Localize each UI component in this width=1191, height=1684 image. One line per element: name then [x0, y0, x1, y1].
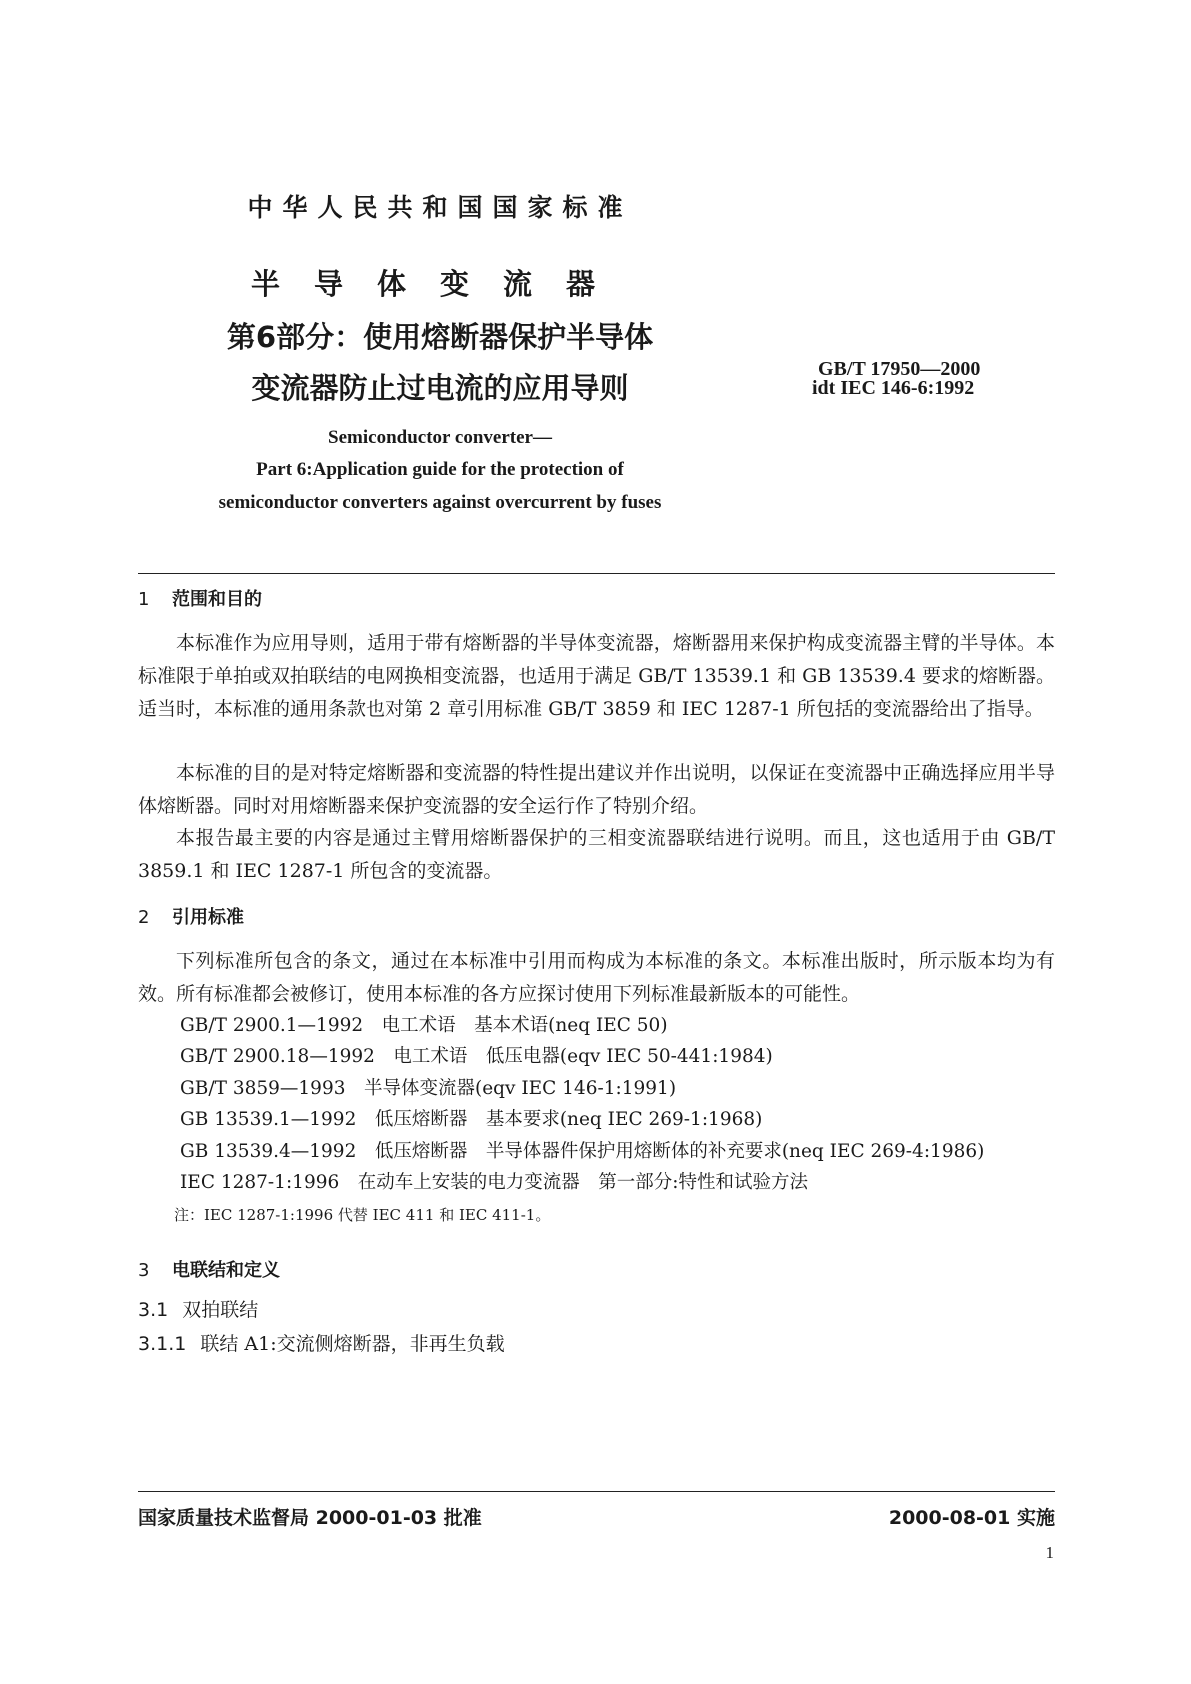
title-en-line2: Part 6:Application guide for the protection of: [256, 459, 624, 480]
header-divider: [138, 573, 1055, 574]
section-1-paragraph-1: 本标准作为应用导则，适用于带有熔断器的半导体变流器，熔断器用来保护构成变流器主臂的半导体。本标准限于单拍或双拍联结的电网换相变流器，也适用于满足 GB/T 13539.1 和 GB 13539.4 要求的熔断器。适当时，本标准的通用条款也对第 2 章引用标准 GB/T 3859 和 IEC 1287-1 所包括的变流器给出了指导。: [138, 632, 1055, 720]
reference-item: GB/T 2900.1—1992 电工术语 基本术语(neq IEC 50): [180, 1015, 668, 1036]
section-1-heading: [138, 585, 262, 611]
national-standard-label: 中华人民共和国国家标准: [247, 193, 633, 222]
title-cn-line1: 半导体变流器: [250, 267, 629, 301]
reference-note: 注：IEC 1287-1:1996 代替 IEC 411 和 IEC 411-1。: [174, 1206, 551, 1224]
section-1-paragraph-2: 本标准的目的是对特定熔断器和变流器的特性提出建议并作出说明，以保证在变流器中正确选择应用半导体熔断器。同时对用熔断器来保护变流器的安全运行作了特别介绍。: [138, 762, 1055, 817]
reference-item: IEC 1287-1:1996 在动车上安装的电力变流器 第一部分:特性和试验方法: [180, 1172, 808, 1193]
section-3-title: 电联结和定义: [172, 1260, 280, 1281]
section-3-number: 3: [138, 1260, 150, 1281]
subsection-3-1-1: [138, 1329, 505, 1356]
section-2-paragraph-1: 下列标准所包含的条文，通过在本标准中引用而构成为本标准的条文。本标准出版时，所示版本均为有效。所有标准都会被修订，使用本标准的各方应探讨使用下列标准最新版本的可能性。: [138, 950, 1055, 1005]
subsection-3-1-number: 3.1: [138, 1299, 169, 1321]
section-1-paragraph-3: 本报告最主要的内容是通过主臂用熔断器保护的三相变流器联结进行说明。而且，这也适用于由 GB/T 3859.1 和 IEC 1287-1 所包含的变流器。: [138, 827, 1055, 882]
title-en-line1: Semiconductor converter—: [328, 427, 552, 448]
implementation-date: 2000-08-01 实施: [888, 1507, 1055, 1529]
reference-item: GB 13539.1—1992 低压熔断器 基本要求(neq IEC 269-1:1968): [180, 1109, 763, 1130]
section-2-heading: [138, 903, 244, 929]
page-number: 1: [1045, 1543, 1054, 1562]
title-cn-line3: 变流器防止过电流的应用导则: [251, 371, 629, 405]
title-cn-line2: 第6部分：使用熔断器保护半导体: [226, 320, 654, 354]
title-en-line3: semiconductor converters against overcurrent by fuses: [218, 492, 662, 513]
section-2-number: 2: [138, 907, 150, 928]
section-2-title: 引用标准: [172, 907, 244, 928]
standard-idt: idt IEC 146-6:1992: [812, 377, 975, 399]
subsection-3-1-title: 双拍联结: [182, 1299, 259, 1321]
section-3-heading: [138, 1256, 280, 1282]
section-1-title: 范围和目的: [172, 589, 262, 610]
subsection-3-1-1-title: 联结 A1:交流侧熔断器，非再生负载: [200, 1333, 505, 1355]
reference-item: GB/T 2900.18—1992 电工术语 低压电器(eqv IEC 50-441:1984): [180, 1046, 773, 1067]
subsection-3-1-1-number: 3.1.1: [138, 1333, 187, 1355]
standard-code: GB/T 17950—2000: [818, 358, 981, 380]
section-1-number: 1: [138, 589, 150, 610]
subsection-3-1: [138, 1295, 258, 1322]
footer-divider: [138, 1491, 1055, 1492]
reference-item: GB/T 3859—1993 半导体变流器(eqv IEC 146-1:1991): [180, 1078, 677, 1099]
reference-item: GB 13539.4—1992 低压熔断器 半导体器件保护用熔断体的补充要求(neq IEC 269-4:1986): [180, 1141, 985, 1162]
approval-line: 国家质量技术监督局 2000-01-03 批准: [138, 1507, 482, 1529]
